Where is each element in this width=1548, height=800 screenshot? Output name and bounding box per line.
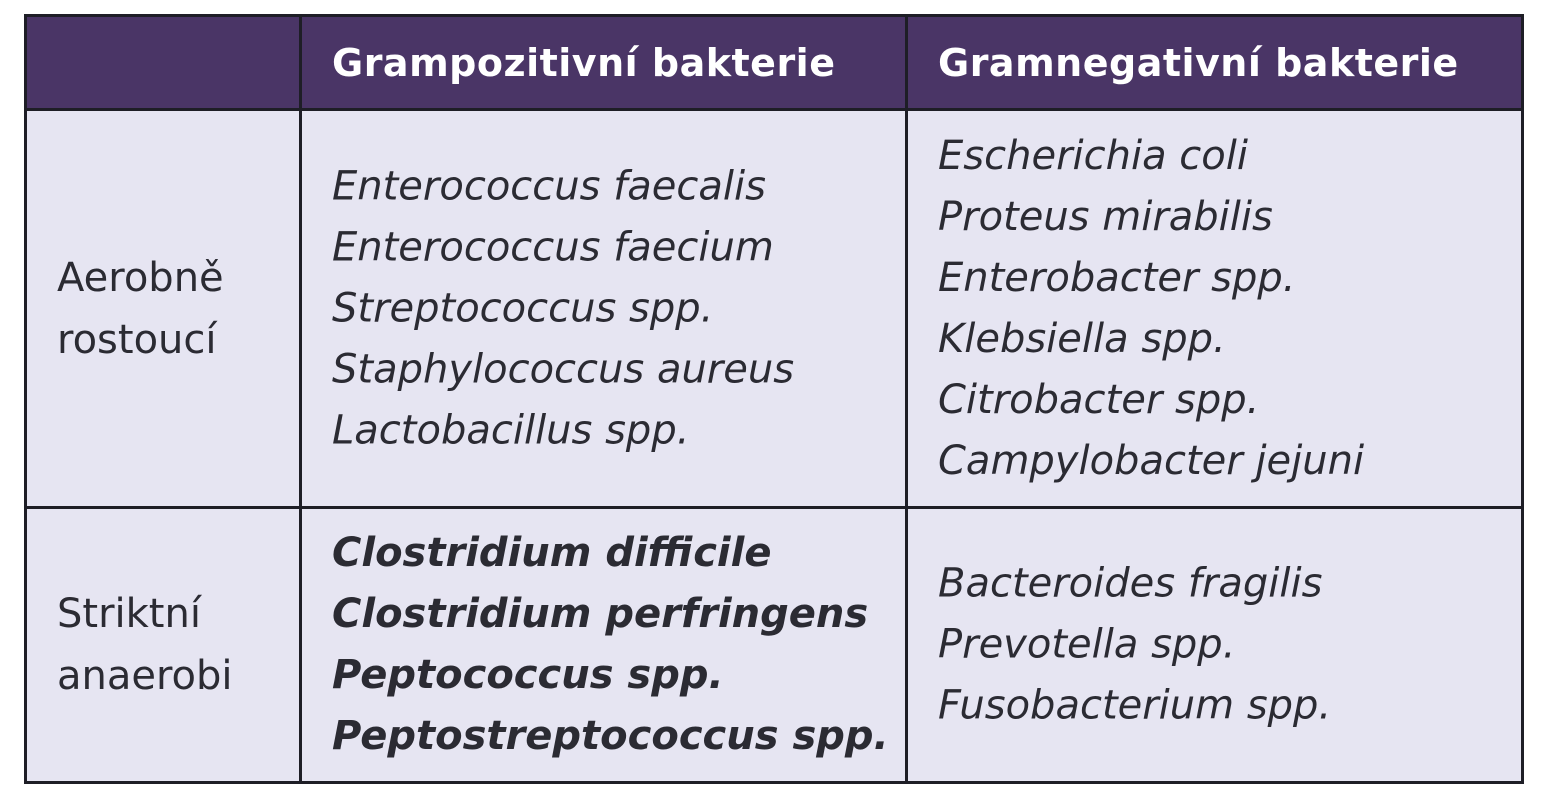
bacteria-table bbox=[24, 14, 1524, 784]
list-item: Fusobacterium spp. bbox=[938, 682, 1332, 729]
anaerobic-gramnegative-cell bbox=[908, 509, 1521, 781]
row-label-line: Striktní bbox=[57, 591, 201, 637]
list-item: Streptococcus spp. bbox=[332, 285, 714, 331]
aerobic-grampositive-cell bbox=[302, 111, 908, 509]
table-row-label-cell bbox=[27, 509, 302, 781]
header-corner-cell bbox=[27, 17, 302, 111]
list-item: Enterococcus faecium bbox=[332, 224, 774, 270]
list-item: Staphylococcus aureus bbox=[332, 346, 795, 392]
list-item: Enterobacter spp. bbox=[938, 254, 1296, 301]
table-grid bbox=[27, 17, 1521, 781]
header-gramnegative: Gramnegativní bakterie bbox=[938, 40, 1459, 85]
list-item: Enterococcus faecalis bbox=[332, 163, 766, 209]
aerobic-gramnegative-cell bbox=[908, 111, 1521, 509]
header-gramnegative-cell bbox=[908, 17, 1521, 111]
aerobic-grampositive-list bbox=[332, 156, 794, 461]
row-label-line: anaerobi bbox=[57, 653, 233, 699]
anaerobic-grampositive-list bbox=[332, 523, 889, 767]
anaerobic-grampositive-cell bbox=[302, 509, 908, 781]
list-item: Clostridium perfringens bbox=[332, 591, 869, 637]
list-item: Peptococcus spp. bbox=[332, 652, 724, 698]
anaerobic-gramnegative-list bbox=[938, 554, 1331, 737]
aerobic-gramnegative-list bbox=[938, 126, 1364, 492]
table-row-label-cell bbox=[27, 111, 302, 509]
list-item: Proteus mirabilis bbox=[938, 193, 1273, 240]
list-item: Bacteroides fragilis bbox=[938, 560, 1323, 607]
list-item: Campylobacter jejuni bbox=[938, 437, 1365, 484]
list-item: Peptostreptococcus spp. bbox=[332, 713, 889, 759]
list-item: Citrobacter spp. bbox=[938, 376, 1260, 423]
list-item: Prevotella spp. bbox=[938, 621, 1236, 668]
row-label-line: Aerobně bbox=[57, 254, 224, 301]
header-grampositive-cell bbox=[302, 17, 908, 111]
list-item: Klebsiella spp. bbox=[938, 315, 1226, 362]
row-label-anaerobic bbox=[57, 583, 233, 707]
list-item: Clostridium difficile bbox=[332, 530, 772, 576]
list-item: Lactobacillus spp. bbox=[332, 407, 690, 453]
header-grampositive: Grampozitivní bakterie bbox=[332, 40, 836, 85]
list-item: Escherichia coli bbox=[938, 132, 1248, 179]
row-label-aerobic bbox=[57, 247, 224, 371]
row-label-line: rostoucí bbox=[57, 316, 217, 363]
